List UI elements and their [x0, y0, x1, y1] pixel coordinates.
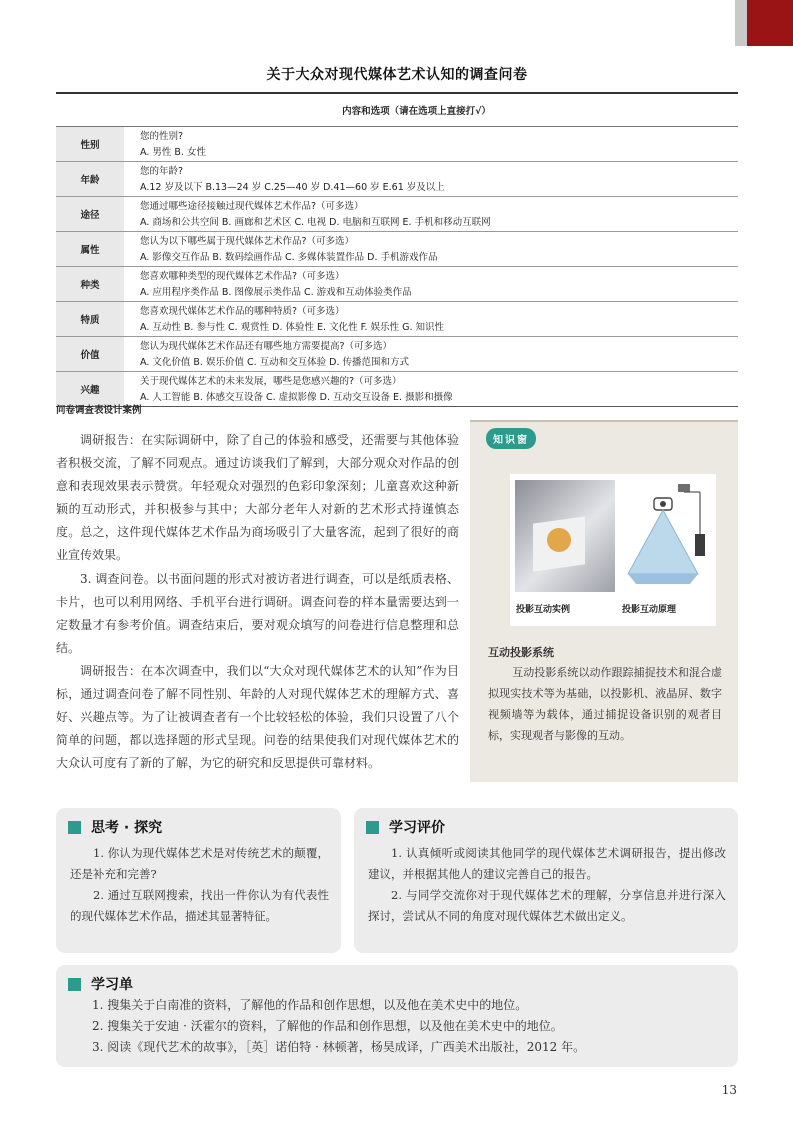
table-caption: 问卷调查表设计案例 [56, 405, 142, 416]
survey-options: A. 文化价值 B. 娱乐价值 C. 互动和交互体验 D. 传播范围和方式 [140, 356, 410, 368]
survey-options: A. 人工智能 B. 体感交互设备 C. 虚拟影像 D. 互动交互设备 E. 摄影和摄像 [140, 391, 453, 403]
survey-header: 内容和选项（请在选项上直接打√） [56, 93, 738, 127]
survey-category: 兴趣 [56, 372, 124, 407]
body-paragraph: 调研报告：在本次调查中，我们以“大众对现代媒体艺术的认知”作为目标，通过调查问卷了解不同性别、年龄的人对现代媒体艺术的理解方式、喜好、兴趣点等。为了让被调查者有一个比较轻松的体验，我们只设置了八个简单的问题，都以选择题的形式呈现。问卷的结果使我们对现代媒体艺术的大众认可度有了新的了解，为它的研究和反思提供可靠材料。 [56, 663, 459, 771]
survey-question: 您认为以下哪些属于现代媒体艺术作品?（可多选） [140, 236, 355, 247]
survey-category: 年龄 [56, 162, 124, 197]
think-item: 1. 你认为现代媒体艺术是对传统艺术的颠覆，还是补充和完善? [70, 846, 329, 881]
square-bullet-icon [366, 821, 379, 834]
page-title: 关于大众对现代媒体艺术认知的调查问卷 [266, 67, 528, 83]
table-row [56, 302, 738, 337]
projection-principle-diagram [620, 480, 710, 592]
think-explore-body [70, 843, 329, 927]
survey-content [124, 372, 738, 407]
page-number: 13 [721, 1083, 737, 1097]
survey-options: A.12 岁及以下 B.13—24 岁 C.25—40 岁 D.41—60 岁 E.61 岁及以上 [140, 181, 445, 193]
survey-options: A. 影像交互作品 B. 数码绘画作品 C. 多媒体装置作品 D. 手机游戏作品 [140, 251, 438, 263]
survey-content [124, 232, 738, 267]
study-item: 2. 搜集关于安迪 · 沃霍尔的资料，了解他的作品和创作思想，以及他在美术史中的地位。 [92, 1019, 563, 1033]
survey-question: 您通过哪些途径接触过现代媒体艺术作品?（可多选） [140, 201, 364, 212]
survey-content [124, 337, 738, 372]
study-sheet-title [68, 974, 133, 994]
evaluation-item: 2. 与同学交流你对于现代媒体艺术的理解，分享信息并进行深入探讨，尝试从不同的角度对现代媒体艺术做出定义。 [368, 888, 726, 923]
think-explore-panel [56, 808, 341, 953]
think-explore-title [68, 817, 162, 837]
table-row [56, 372, 738, 407]
survey-options: A. 男性 B. 女性 [140, 146, 206, 158]
survey-content [124, 127, 738, 162]
projection-example-image [515, 480, 615, 592]
projected-tree [547, 528, 571, 552]
knowledge-figure [510, 474, 716, 626]
survey-table [56, 92, 738, 407]
survey-category: 属性 [56, 232, 124, 267]
knowledge-window [470, 420, 738, 782]
corner-tab [735, 0, 793, 46]
survey-question: 您认为现代媒体艺术作品还有哪些地方需要提高?（可多选） [140, 341, 393, 352]
body-text [56, 429, 459, 775]
survey-question: 您的性别? [140, 131, 184, 142]
survey-category: 价值 [56, 337, 124, 372]
study-sheet-body [70, 995, 726, 1058]
survey-question: 您喜欢现代媒体艺术作品的哪种特质?（可多选） [140, 306, 345, 317]
body-paragraph: 3. 调查问卷。以书面问题的形式对被访者进行调查，可以是纸质表格、卡片，也可以利用网络、手机平台进行调研。调查问卷的样本量需要达到一定数量才有参考价值。调查结束后，要对观众填写的问卷进行信息整理和总结。 [56, 571, 459, 655]
survey-content [124, 267, 738, 302]
body-paragraph: 调研报告：在实际调研中，除了自己的体验和感受，还需要与其他体验者积极交流，了解不同观点。通过访谈我们了解到，大部分观众对作品的创意和表现效果表示赞赏。年轻观众对强烈的色彩印象深刻；儿童喜欢这种新颖的互动形式，并积极参与其中；大部分老年人对新的艺术形式持谨慎态度。总之，这件现代媒体艺术作品为商场吸引了大量客流，起到了很好的商业宣传效果。 [56, 433, 459, 563]
survey-content [124, 162, 738, 197]
survey-category: 特质 [56, 302, 124, 337]
study-item: 1. 搜集关于白南准的资料，了解他的作品和创作思想，以及他在美术史中的地位。 [92, 998, 528, 1012]
table-row [56, 197, 738, 232]
square-bullet-icon [68, 978, 81, 991]
knowledge-badge: 知识窗 [486, 428, 536, 449]
table-row [56, 267, 738, 302]
caption-projection-principle: 投影互动原理 [622, 605, 677, 615]
survey-options: A. 商场和公共空间 B. 画廊和艺术区 C. 电视 D. 电脑和互联网 E. 手机和移动互联网 [140, 216, 491, 228]
survey-question: 您喜欢哪种类型的现代媒体艺术作品?（可多选） [140, 271, 345, 282]
learning-evaluation-title [366, 817, 445, 837]
study-sheet-panel [56, 965, 738, 1067]
survey-content [124, 197, 738, 232]
survey-category: 途径 [56, 197, 124, 232]
learning-evaluation-panel [354, 808, 738, 953]
survey-category: 性别 [56, 127, 124, 162]
survey-question: 关于现代媒体艺术的未来发展，哪些是您感兴趣的?（可多选） [140, 376, 402, 387]
square-bullet-icon [68, 821, 81, 834]
survey-category: 种类 [56, 267, 124, 302]
survey-question: 您的年龄? [140, 166, 184, 177]
think-item: 2. 通过互联网搜索，找出一件你认为有代表性的现代媒体艺术作品，描述其显著特征。 [70, 888, 329, 923]
learning-evaluation-body [368, 843, 726, 927]
panel-title-text: 学习单 [91, 977, 133, 993]
table-row [56, 337, 738, 372]
survey-options: A. 应用程序类作品 B. 图像展示类作品 C. 游戏和互动体验类作品 [140, 286, 412, 298]
table-row [56, 162, 738, 197]
survey-content [124, 302, 738, 337]
table-row [56, 232, 738, 267]
survey-options: A. 互动性 B. 参与性 C. 观赏性 D. 体验性 E. 文化性 F. 娱乐性 G. 知识性 [140, 321, 444, 333]
panel-title-text: 学习评价 [389, 820, 445, 836]
caption-projection-example: 投影互动实例 [516, 605, 571, 615]
panel-title-text: 思考 · 探究 [91, 820, 163, 836]
evaluation-item: 1. 认真倾听或阅读其他同学的现代媒体艺术调研报告，提出修改建议，并根据其他人的建议完善自己的报告。 [368, 846, 726, 881]
knowledge-subtitle: 互动投影系统 [488, 646, 554, 659]
knowledge-text: 互动投影系统以动作跟踪捕捉技术和混合虚拟现实技术等为基础，以投影机、液晶屏、数字视频墙等为载体，通过捕捉设备识别的观者目标，实现观者与影像的互动。 [488, 666, 722, 742]
study-item: 3. 阅读《现代艺术的故事》，［英］诺伯特 · 林顿著，杨昊成译，广西美术出版社，2012 年。 [92, 1040, 586, 1054]
table-row [56, 127, 738, 162]
